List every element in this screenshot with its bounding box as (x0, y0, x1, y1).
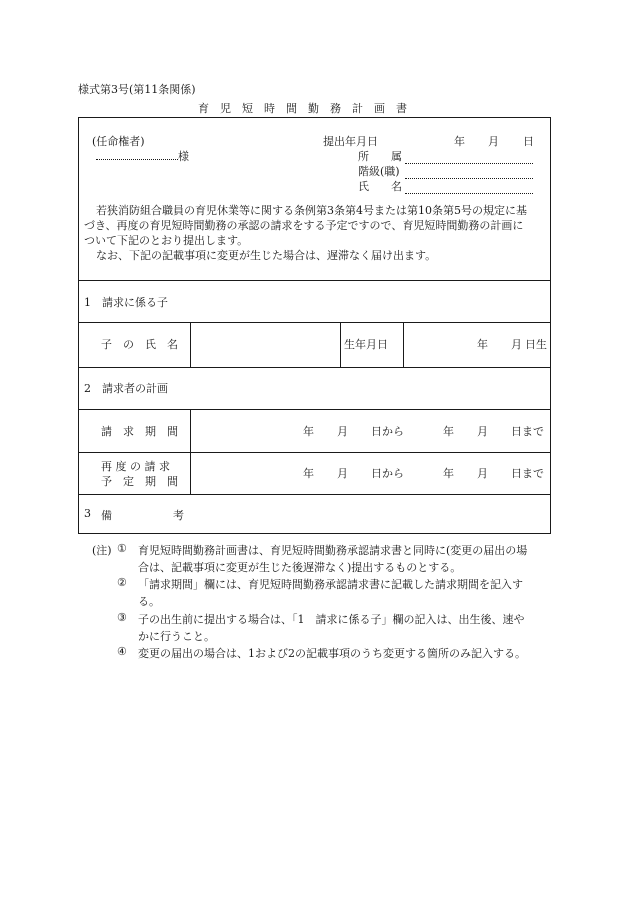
name-field[interactable] (405, 193, 533, 194)
request-start-year: 年 (303, 425, 314, 438)
request-end-day: 日まで (511, 425, 544, 438)
request-start-day: 日から (371, 425, 404, 438)
form-number: 様式第3号(第11条関係) (78, 83, 196, 96)
note-2-line-2: る。 (138, 595, 160, 608)
submission-month: 月 (488, 135, 499, 148)
re-request-start-day: 日から (371, 467, 404, 480)
row-divider (79, 280, 550, 281)
submission-day: 日 (523, 135, 534, 148)
submission-date-label: 提出年月日 (323, 135, 378, 148)
notes-prefix: (注) (92, 544, 112, 557)
sama-label: 様 (178, 150, 189, 163)
appointer-name-line[interactable] (96, 159, 178, 160)
re-request-label-line-1: 再 度 の 請 求 (101, 460, 170, 473)
grade-field[interactable] (405, 178, 533, 179)
re-request-end-year: 年 (443, 467, 454, 480)
remarks-label-1: 備 (101, 509, 112, 522)
birth-month: 月 (511, 338, 522, 351)
section-2-heading: 2 請求者の計画 (84, 382, 168, 395)
col-divider (340, 322, 341, 367)
document-title: 育 児 短 時 間 勤 務 計 画 書 (198, 102, 407, 115)
re-request-end-day: 日まで (511, 467, 544, 480)
re-request-start-month: 月 (337, 467, 348, 480)
note-3-line-2: かに行うこと。 (138, 630, 215, 643)
grade-label: 階級(職) (358, 165, 400, 178)
remarks-field[interactable] (190, 494, 550, 533)
section-1-heading: 1 請求に係る子 (84, 296, 168, 309)
note-4-line-1: 変更の届出の場合は、1および2の記載事項のうち変更する箇所のみ記入する。 (138, 647, 526, 660)
intro-line-3: ついて下記のとおり提出します。 (84, 234, 249, 247)
col-divider (403, 322, 404, 367)
intro-line-2: づき、再度の育児短時間勤務の承認の請求をする予定ですので、育児短時間勤務の計画に (84, 219, 524, 232)
note-2-mark: ② (117, 576, 127, 589)
note-1-line-2: 合は、記載事項に変更が生じた後遅滞なく)提出するものとする。 (138, 561, 462, 574)
section-3-number: 3 (84, 507, 91, 520)
re-request-label-line-2: 予 定 期 間 (101, 475, 178, 488)
appointer-label: (任命権者) (92, 135, 145, 148)
name-label: 氏 名 (358, 180, 402, 193)
note-3-line-1: 子の出生前に提出する場合は、「1 請求に係る子」欄の記入は、出生後、速や (138, 613, 525, 626)
request-period-label: 請 求 期 間 (101, 425, 178, 438)
department-label: 所 属 (358, 150, 402, 163)
birth-year: 年 (477, 338, 488, 351)
request-end-year: 年 (443, 425, 454, 438)
request-end-month: 月 (477, 425, 488, 438)
col-divider (190, 409, 191, 494)
birth-day: 日生 (525, 338, 547, 351)
note-2-line-1: 「請求期間」欄には、育児短時間勤務承認請求書に記載した請求期間を記入す (138, 578, 523, 591)
child-name-label: 子 の 氏 名 (101, 338, 178, 351)
intro-line-4: なお、下記の記載事項に変更が生じた場合は、遅滞なく届け出ます。 (96, 249, 437, 262)
submission-year: 年 (454, 135, 465, 148)
birth-date-label: 生年月日 (344, 338, 388, 351)
note-1-line-1: 育児短時間勤務計画書は、育児短時間勤務承認請求書と同時に(変更の届出の場 (138, 544, 528, 557)
row-divider (79, 367, 550, 368)
note-4-mark: ④ (117, 645, 127, 658)
note-1-mark: ① (117, 542, 127, 555)
remarks-label-2: 考 (173, 509, 184, 522)
re-request-start-year: 年 (303, 467, 314, 480)
department-field[interactable] (405, 163, 533, 164)
intro-line-1: 若狭消防組合職員の育児休業等に関する条例第3条第4号または第10条第5号の規定に基 (96, 204, 527, 217)
request-start-month: 月 (337, 425, 348, 438)
note-3-mark: ③ (117, 611, 127, 624)
re-request-end-month: 月 (477, 467, 488, 480)
row-divider (79, 409, 550, 410)
row-divider (79, 452, 550, 453)
child-name-field[interactable] (190, 322, 338, 366)
